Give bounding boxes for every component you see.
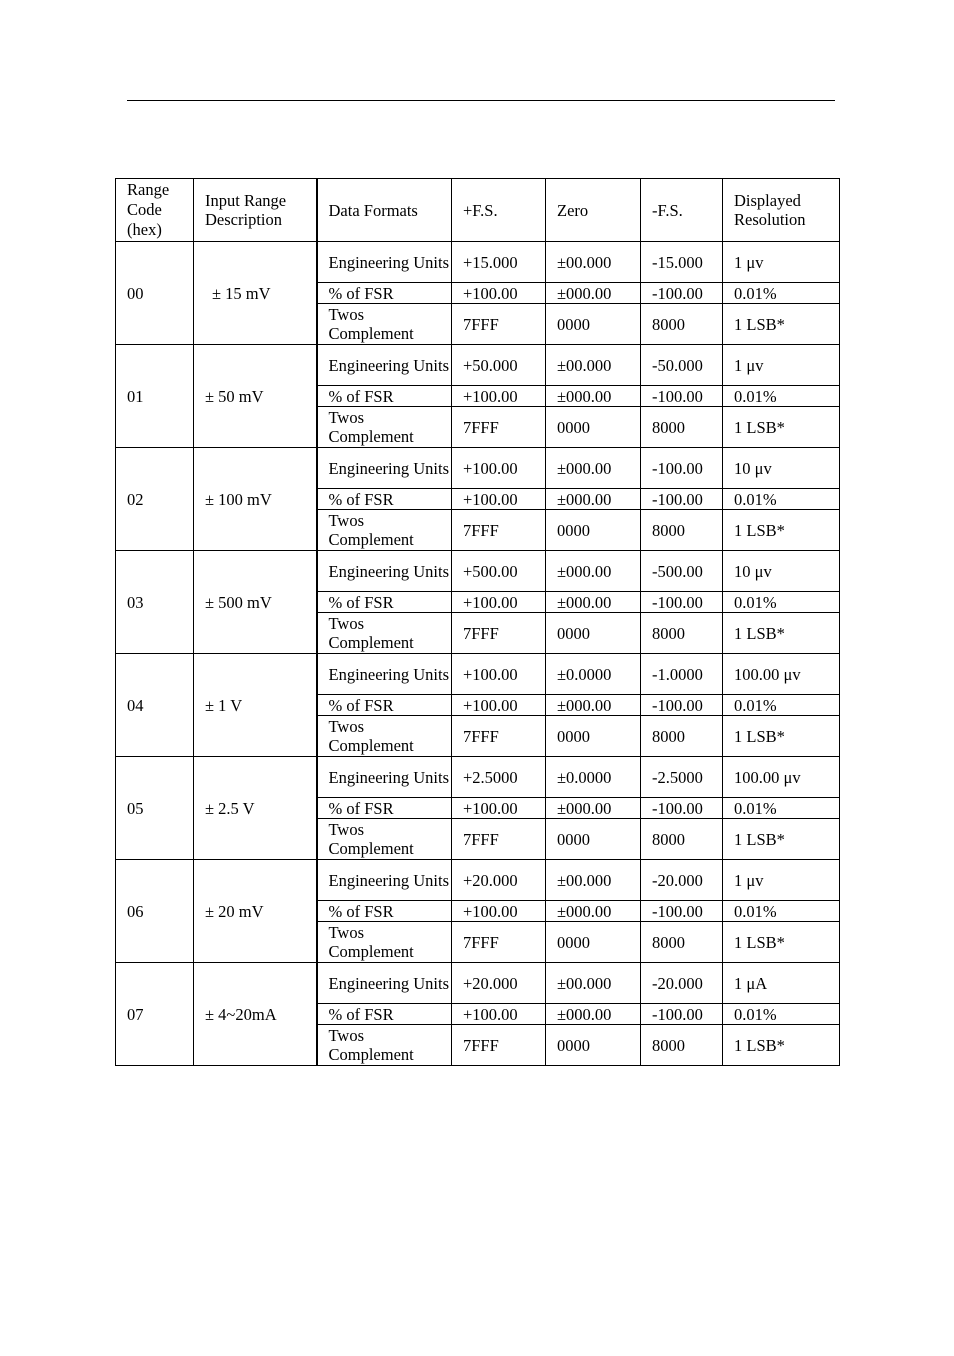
range-code-cell: 03	[116, 551, 194, 654]
plus-fs-cell: 7FFF	[452, 613, 546, 654]
resolution-cell: 1 μA	[723, 963, 840, 1004]
data-format-cell: % of FSR	[317, 386, 452, 407]
minus-fs-cell: -20.000	[641, 963, 723, 1004]
input-range-cell: ± 2.5 V	[194, 757, 317, 860]
data-format-cell: % of FSR	[317, 283, 452, 304]
input-range-cell: ± 50 mV	[194, 345, 317, 448]
minus-fs-cell: 8000	[641, 819, 723, 860]
header-minus-fs: -F.S.	[641, 179, 723, 242]
plus-fs-cell: +50.000	[452, 345, 546, 386]
resolution-cell: 100.00 μv	[723, 757, 840, 798]
minus-fs-cell: -2.5000	[641, 757, 723, 798]
data-format-cell: Twos Complement	[317, 819, 452, 860]
resolution-cell: 1 LSB*	[723, 613, 840, 654]
data-format-cell: Engineering Units	[317, 551, 452, 592]
resolution-cell: 0.01%	[723, 283, 840, 304]
minus-fs-cell: -100.00	[641, 283, 723, 304]
zero-cell: 0000	[546, 407, 641, 448]
plus-fs-cell: +500.00	[452, 551, 546, 592]
resolution-cell: 1 LSB*	[723, 1025, 840, 1066]
resolution-cell: 0.01%	[723, 489, 840, 510]
header-data-formats: Data Formats	[317, 179, 452, 242]
resolution-cell: 1 LSB*	[723, 407, 840, 448]
zero-cell: 0000	[546, 716, 641, 757]
plus-fs-cell: +2.5000	[452, 757, 546, 798]
plus-fs-cell: +100.00	[452, 798, 546, 819]
zero-cell: ±00.000	[546, 242, 641, 283]
minus-fs-cell: 8000	[641, 922, 723, 963]
minus-fs-cell: -15.000	[641, 242, 723, 283]
data-format-cell: Twos Complement	[317, 922, 452, 963]
resolution-cell: 0.01%	[723, 798, 840, 819]
zero-cell: ±00.000	[546, 860, 641, 901]
data-format-cell: Twos Complement	[317, 407, 452, 448]
resolution-cell: 0.01%	[723, 1004, 840, 1025]
data-format-cell: % of FSR	[317, 695, 452, 716]
data-format-cell: Engineering Units	[317, 757, 452, 798]
zero-cell: ±000.00	[546, 592, 641, 613]
minus-fs-cell: -100.00	[641, 386, 723, 407]
minus-fs-cell: -100.00	[641, 489, 723, 510]
plus-fs-cell: 7FFF	[452, 716, 546, 757]
data-format-cell: % of FSR	[317, 798, 452, 819]
data-format-cell: Engineering Units	[317, 654, 452, 695]
zero-cell: ±000.00	[546, 1004, 641, 1025]
resolution-cell: 10 μv	[723, 551, 840, 592]
header-displayed-resolution: Displayed Resolution	[723, 179, 840, 242]
input-range-cell: ± 500 mV	[194, 551, 317, 654]
resolution-cell: 0.01%	[723, 695, 840, 716]
plus-fs-cell: +20.000	[452, 860, 546, 901]
range-code-cell: 07	[116, 963, 194, 1066]
minus-fs-cell: -100.00	[641, 1004, 723, 1025]
plus-fs-cell: +100.00	[452, 283, 546, 304]
zero-cell: ±000.00	[546, 695, 641, 716]
data-format-cell: Twos Complement	[317, 1025, 452, 1066]
range-code-cell: 00	[116, 242, 194, 345]
zero-cell: 0000	[546, 922, 641, 963]
minus-fs-cell: 8000	[641, 510, 723, 551]
resolution-cell: 1 LSB*	[723, 716, 840, 757]
table-row	[116, 757, 840, 798]
plus-fs-cell: +100.00	[452, 654, 546, 695]
table-body	[116, 242, 840, 1066]
resolution-cell: 0.01%	[723, 901, 840, 922]
resolution-cell: 100.00 μv	[723, 654, 840, 695]
minus-fs-cell: -100.00	[641, 798, 723, 819]
table-row	[116, 860, 840, 901]
resolution-cell: 1 μv	[723, 345, 840, 386]
header-rule	[127, 100, 835, 101]
resolution-cell: 1 LSB*	[723, 510, 840, 551]
range-code-cell: 05	[116, 757, 194, 860]
resolution-cell: 0.01%	[723, 386, 840, 407]
data-format-cell: Twos Complement	[317, 613, 452, 654]
zero-cell: ±000.00	[546, 551, 641, 592]
plus-fs-cell: 7FFF	[452, 304, 546, 345]
resolution-cell: 1 μv	[723, 860, 840, 901]
table-row	[116, 654, 840, 695]
header-input-range: Input Range Description	[194, 179, 317, 242]
resolution-cell: 1 LSB*	[723, 304, 840, 345]
plus-fs-cell: +15.000	[452, 242, 546, 283]
minus-fs-cell: -100.00	[641, 448, 723, 489]
zero-cell: 0000	[546, 1025, 641, 1066]
minus-fs-cell: 8000	[641, 407, 723, 448]
plus-fs-cell: 7FFF	[452, 1025, 546, 1066]
header-row	[116, 179, 840, 242]
plus-fs-cell: +100.00	[452, 448, 546, 489]
header-range-code: Range Code (hex)	[116, 179, 194, 242]
data-format-cell: Twos Complement	[317, 716, 452, 757]
minus-fs-cell: 8000	[641, 304, 723, 345]
minus-fs-cell: -100.00	[641, 695, 723, 716]
data-format-cell: Twos Complement	[317, 510, 452, 551]
resolution-cell: 1 LSB*	[723, 922, 840, 963]
input-range-table	[115, 178, 840, 1066]
header-plus-fs: +F.S.	[452, 179, 546, 242]
data-format-cell: % of FSR	[317, 592, 452, 613]
zero-cell: 0000	[546, 613, 641, 654]
plus-fs-cell: +100.00	[452, 489, 546, 510]
table-row	[116, 242, 840, 283]
plus-fs-cell: +100.00	[452, 901, 546, 922]
data-format-cell: % of FSR	[317, 489, 452, 510]
data-format-cell: Twos Complement	[317, 304, 452, 345]
data-format-cell: Engineering Units	[317, 963, 452, 1004]
plus-fs-cell: +20.000	[452, 963, 546, 1004]
plus-fs-cell: +100.00	[452, 1004, 546, 1025]
plus-fs-cell: +100.00	[452, 386, 546, 407]
zero-cell: ±000.00	[546, 386, 641, 407]
zero-cell: 0000	[546, 510, 641, 551]
resolution-cell: 10 μv	[723, 448, 840, 489]
input-range-cell: ± 15 mV	[194, 242, 317, 345]
data-format-cell: % of FSR	[317, 1004, 452, 1025]
minus-fs-cell: -1.0000	[641, 654, 723, 695]
minus-fs-cell: -100.00	[641, 592, 723, 613]
table-row	[116, 345, 840, 386]
minus-fs-cell: 8000	[641, 716, 723, 757]
minus-fs-cell: 8000	[641, 613, 723, 654]
zero-cell: ±000.00	[546, 283, 641, 304]
zero-cell: 0000	[546, 304, 641, 345]
range-code-cell: 02	[116, 448, 194, 551]
data-format-cell: % of FSR	[317, 901, 452, 922]
plus-fs-cell: 7FFF	[452, 922, 546, 963]
minus-fs-cell: 8000	[641, 1025, 723, 1066]
plus-fs-cell: 7FFF	[452, 819, 546, 860]
input-range-cell: ± 20 mV	[194, 860, 317, 963]
zero-cell: ±000.00	[546, 901, 641, 922]
header-zero: Zero	[546, 179, 641, 242]
zero-cell: ±0.0000	[546, 757, 641, 798]
table-row	[116, 448, 840, 489]
minus-fs-cell: -20.000	[641, 860, 723, 901]
resolution-cell: 1 LSB*	[723, 819, 840, 860]
table-row	[116, 551, 840, 592]
minus-fs-cell: -100.00	[641, 901, 723, 922]
zero-cell: ±000.00	[546, 489, 641, 510]
input-range-cell: ± 1 V	[194, 654, 317, 757]
range-code-cell: 06	[116, 860, 194, 963]
zero-cell: ±00.000	[546, 963, 641, 1004]
data-format-cell: Engineering Units	[317, 345, 452, 386]
table-row	[116, 963, 840, 1004]
minus-fs-cell: -50.000	[641, 345, 723, 386]
zero-cell: ±000.00	[546, 448, 641, 489]
data-format-cell: Engineering Units	[317, 860, 452, 901]
input-range-cell: ± 4~20mA	[194, 963, 317, 1066]
zero-cell: ±000.00	[546, 798, 641, 819]
plus-fs-cell: 7FFF	[452, 407, 546, 448]
zero-cell: ±0.0000	[546, 654, 641, 695]
plus-fs-cell: 7FFF	[452, 510, 546, 551]
data-format-cell: Engineering Units	[317, 448, 452, 489]
resolution-cell: 1 μv	[723, 242, 840, 283]
plus-fs-cell: +100.00	[452, 695, 546, 716]
range-code-cell: 01	[116, 345, 194, 448]
plus-fs-cell: +100.00	[452, 592, 546, 613]
resolution-cell: 0.01%	[723, 592, 840, 613]
input-range-cell: ± 100 mV	[194, 448, 317, 551]
zero-cell: ±00.000	[546, 345, 641, 386]
range-code-cell: 04	[116, 654, 194, 757]
zero-cell: 0000	[546, 819, 641, 860]
minus-fs-cell: -500.00	[641, 551, 723, 592]
data-format-cell: Engineering Units	[317, 242, 452, 283]
